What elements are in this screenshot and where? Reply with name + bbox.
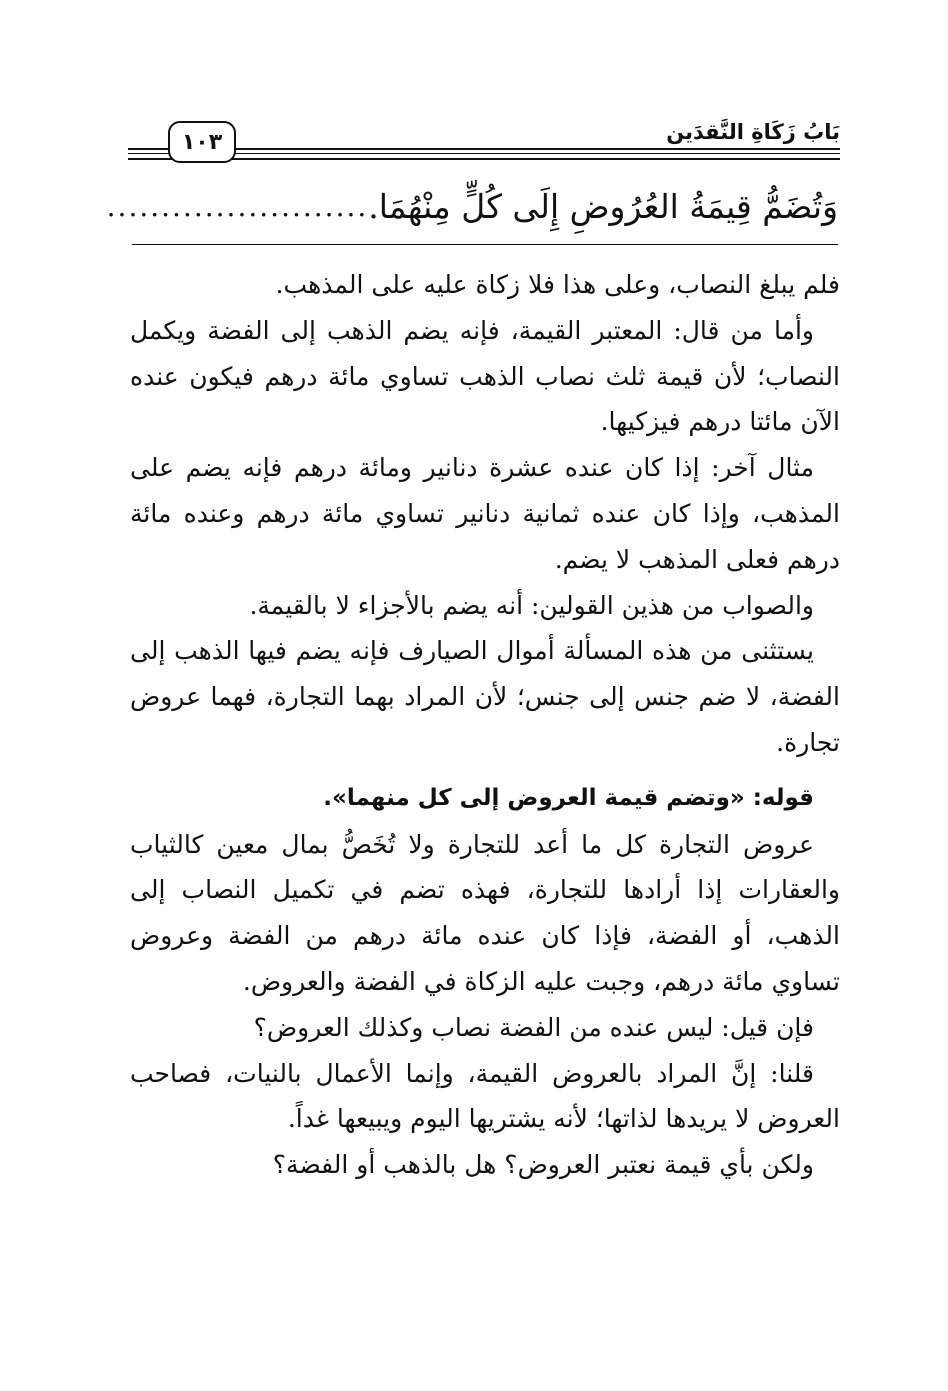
matn-text: وَتُضَمُّ قِيمَةُ العُرُوضِ إِلَى كُلٍّ مِنْهُمَا.	[368, 186, 838, 226]
header-rule	[128, 158, 840, 160]
running-header	[128, 118, 840, 170]
paragraph: مثال آخر: إذا كان عنده عشرة دنانير ومائة درهم فإنه يضم على المذهب، وإذا كان عنده ثمانية دنانير تساوي مائة درهم وعنده مائة درهم فعلى المذهب لا يضم.	[130, 453, 840, 574]
commentary-label: قوله:	[752, 784, 814, 811]
paragraph: قلنا: إنَّ المراد بالعروض القيمة، وإنما الأعمال بالنيات، فصاحب العروض لا يريدها لذاتها؛ لأنه يشتريها اليوم ويبيعها غداً.	[130, 1058, 840, 1134]
paragraph: عروض التجارة كل ما أعد للتجارة ولا تُخَصُّ بمال معين كالثياب والعقارات إذا أرادها للتجارة، فهذه تضم في تكميل النصاب إلى الذهب، أو الفضة، فإذا كان عنده مائة درهم من الفضة وعروض تساوي مائة درهم، وجبت عليه الزكاة في الفضة والعروض.	[130, 829, 840, 996]
paragraph: وأما من قال: المعتبر القيمة، فإنه يضم الذهب إلى الفضة ويكمل النصاب؛ لأن قيمة ثلث نصاب الذهب تساوي مائة درهم فيكون عنده الآن مائتا درهم فيزكيها.	[130, 315, 840, 437]
paragraph: فلم يبلغ النصاب، وعلى هذا فلا زكاة عليه على المذهب.	[275, 270, 840, 299]
body-text	[130, 262, 840, 1188]
commentary-quote: «وتضم قيمة العروض إلى كل منهما».	[323, 784, 745, 811]
matn-separator	[132, 244, 838, 245]
running-title: بَابُ زَكَاةِ النَّقدَين	[652, 118, 840, 146]
matn-line	[106, 180, 838, 232]
commentary-heading	[130, 774, 840, 822]
paragraph: ولكن بأي قيمة نعتبر العروض؟ هل بالذهب أو الفضة؟	[272, 1150, 814, 1180]
paragraph: فإن قيل: ليس عنده من الفضة نصاب وكذلك العروض؟	[253, 1012, 814, 1042]
page-number: ١٠٣	[168, 121, 236, 163]
matn-dots: ........................	[106, 189, 369, 223]
paragraph: والصواب من هذين القولين: أنه يضم بالأجزاء لا بالقيمة.	[249, 590, 814, 620]
paragraph: يستثنى من هذه المسألة أموال الصيارف فإنه يضم فيها الذهب إلى الفضة، لا ضم جنس إلى جنس؛ لأن المراد بهما التجارة، فهما عروض تجارة.	[130, 636, 840, 757]
